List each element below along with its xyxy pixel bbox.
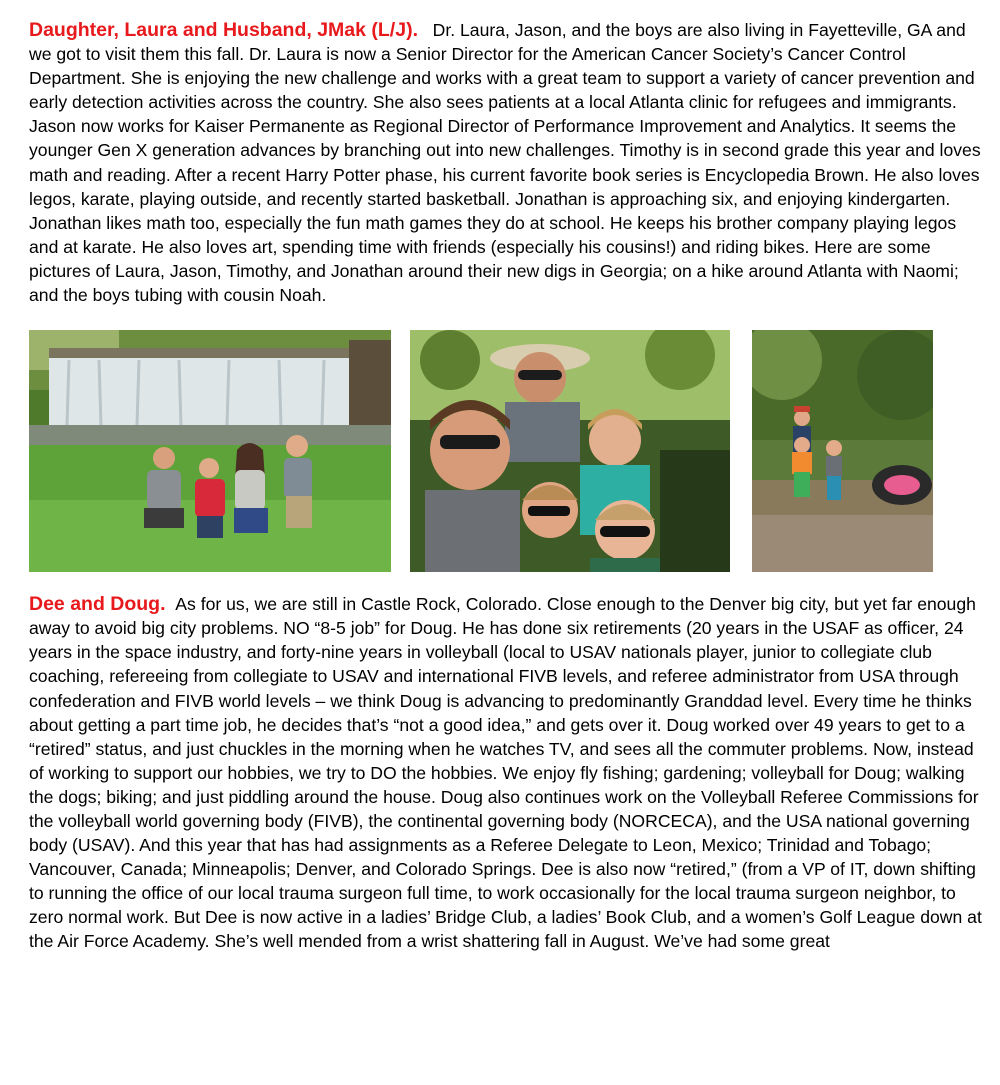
hiking-selfie-photo [410,330,730,572]
river-tubing-photo [752,330,933,572]
photo-row [29,330,989,572]
section-heading-laura: Daughter, Laura and Husband, JMak (L/J). [29,19,418,41]
letter-page [29,18,989,954]
section-heading-dee: Dee and Doug. [29,593,166,616]
section-body-laura: Dr. Laura, Jason, and the boys are also living in Fayetteville, GA and we got to visit them this fall. Dr. Laura is now a Senior Director for the American Cancer Society’s Cancer Control Department. She is enjoying the new challenge and works with a great team to support a variety of cancer prevention and early detection activities across the country. She also sees patients at a local Atlanta clinic for refugees and immigrants. Jason now works for Kaiser Permanente as Regional Director of Performance Improvement and Analytics. It seems the younger Gen X generation advances by branching out into new challenges. Timothy is in second grade this year and loves math and reading. After a recent Harry Potter phase, his current favorite book series is Encyclopedia Brown. He also loves legos, karate, playing outside, and recently started basketball. Jonathan is approaching six, and enjoying kindergarten. Jonathan likes math too, especially the fun math games they do at school. He keeps his brother company playing legos and at karate. He also loves art, spending time with friends (especially his cousins!) and riding bikes. Here are some pictures of Laura, Jason, Timothy, and Jonathan around their new digs in Georgia; on a hike around Atlanta with Naomi; and the boys tubing with cousin Noah. [29,20,981,306]
family-waterfall-photo [29,330,391,572]
section-body-dee: As for us, we are still in Castle Rock, Colorado. Close enough to the Denver big city, but yet far enough away to avoid big city problems. NO “8-5 job” for Doug. He has done six retirements (20 years in the USAF as officer, 24 years in the space industry, and forty-nine years in volleyball (local to USAV nationals player, junior to collegiate club coaching, refereeing from collegiate to USAV and international FIVB levels, and referee administrator from USA through confederation and FIVB world levels – we think Doug is advancing to predominantly Granddad level. Every time he thinks about getting a part time job, he decides that’s “not a good idea,” and gets over it. Doug worked over 49 years to get to a “retired” status, and just chuckles in the morning when he watches TV, and sees all the commuter problems. Now, instead of working to support our hobbies, we try to DO the hobbies. We enjoy fly fishing; gardening; volleyball for Doug; walking the dogs; biking; and just piddling around the house. Doug also continues work on the Volleyball Referee Commissions for the volleyball world governing body (FIVB), the continental governing body (NORCECA), and the USA national governing body (USAV). And this year that has had assignments as a Referee Delegate to Leon, Mexico; Trinidad and Tobago; Vancouver, Canada; Minneapolis; Denver, and Colorado Springs. Dee is also now “retired,” (from a VP of IT, down shifting to running the office of our local trauma surgeon full time, to work occasionally for the local trauma surgeon neighbor, to zero normal work. But Dee is now active in a ladies’ Bridge Club, a ladies’ Book Club, and a women’s Golf League down at the Air Force Academy. She’s well mended from a wrist shattering fall in August. We’ve had some great [29,594,982,952]
section-laura-jason [29,18,989,307]
section-dee-doug [29,592,989,953]
